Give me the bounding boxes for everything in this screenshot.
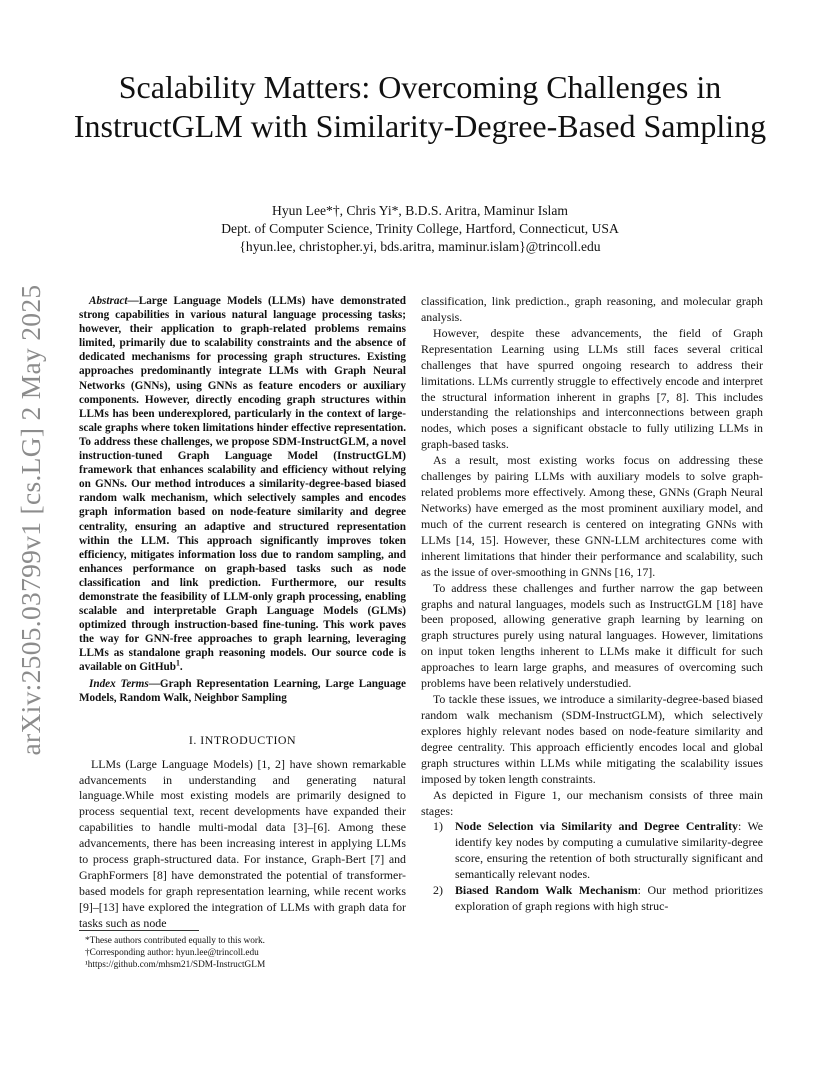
left-column bbox=[79, 294, 406, 932]
footnote: ¹https://github.com/mhsm21/SDM-InstructGLM bbox=[85, 960, 266, 970]
paragraph: To address these challenges and further narrow the gap between graphs and natural languages, models such as InstructGLM [18] have been proposed, allowing generative graph learning by learning on graph structures purely using natural languages. However, limitations on input token lengths inherent to LLMs make it difficult for such approaches to learn large graphs, and measures of overcoming such problems have been relatively understudied. bbox=[421, 580, 763, 691]
abstract-label: Abstract bbox=[89, 295, 128, 307]
stage-list bbox=[421, 819, 763, 915]
paper-title: Scalability Matters: Overcoming Challenges in InstructGLM with Similarity-Degree-Based Sampling bbox=[73, 69, 767, 144]
list-item-text: : Our method prioritizes exploration of graph regions with high struc- bbox=[455, 883, 763, 914]
abstract bbox=[79, 294, 406, 675]
right-column bbox=[421, 294, 763, 915]
footnote: †Corresponding author: hyun.lee@trincoll.edu bbox=[85, 948, 259, 958]
paragraph: As a result, most existing works focus on addressing these challenges by pairing LLMs with auxiliary models to solve graph-related problems more effectively. Among these, GNNs (Graph Neural Networks) have emerged as the most prominent auxiliary model, and much of the current research is centered on integrating GNNs with LLMs [14, 15]. However, these GNN-LLM architectures come with inherent limitations that hinder their performance and scalability, such as the issue of over-smoothing in GNNs [16, 17]. bbox=[421, 453, 763, 579]
abstract-footnote-mark: 1 bbox=[175, 658, 180, 668]
list-item bbox=[421, 819, 763, 883]
list-item-text: : We identify key nodes by computing a cumulative similarity-degree score, ensuring the retention of both structurally significant and semantically relevant nodes. bbox=[455, 819, 763, 882]
list-item-title: Node Selection via Similarity and Degree Centrality bbox=[455, 819, 738, 834]
section-heading: I. INTRODUCTION bbox=[188, 732, 297, 747]
list-item-title: Biased Random Walk Mechanism bbox=[455, 883, 638, 898]
index-terms-text: —Graph Representation Learning, Large Language Models, Random Walk, Neighbor Sampling bbox=[79, 677, 406, 704]
paragraph: As depicted in Figure 1, our mechanism consists of three main stages: bbox=[421, 787, 763, 818]
list-item-number: 1) bbox=[433, 819, 443, 834]
index-terms-label: Index Terms bbox=[89, 677, 149, 690]
paragraph: However, despite these advancements, the field of Graph Representation Learning using LLMs still faces several critical challenges that have spurred ongoing research to address their limitations. LLMs currently struggle to effectively encode and interpret the structural information inherent in graphs [7, 8]. This includes understanding the relationships and interconnections between graph nodes, which poses a significant obstacle to fully utilizing LLMs in graph-based tasks. bbox=[421, 325, 763, 452]
list-item bbox=[421, 883, 763, 915]
index-terms bbox=[79, 677, 406, 705]
author-list: Hyun Lee*†, Chris Yi*, B.D.S. Aritra, Maminur Islam bbox=[272, 203, 568, 218]
affiliation: Dept. of Computer Science, Trinity College, Hartford, Connecticut, USA bbox=[221, 221, 619, 236]
footnotes bbox=[79, 935, 406, 971]
arxiv-stamp bbox=[14, 285, 48, 755]
abstract-end: . bbox=[179, 661, 183, 674]
abstract-text: —Large Language Models (LLMs) have demonstrated strong capabilities in various natural language processing tasks; however, their application to graph-related problems remains limited, primarily due to scalability constraints and the absence of dedicated mechanisms for processing graph structures. Existing approaches predominantly integrate LLMs with Graph Neural Networks (GNNs), using GNNs as feature encoders or auxiliary components. However, directly encoding graph structures within LLMs has been underexplored, particularly in the context of large-scale graphs where token limitations hinder effective representation. To address these challenges, we propose SDM-InstructGLM, a novel instruction-tuned Graph Language Model (InstructGLM) framework that enhances scalability and efficiency without relying on GNNs. Our method introduces a similarity-degree-based biased random walk mechanism, which selectively samples and encodes graph information based on node-feature similarity and degree centrality, ensuring an adaptive and structured representation within the LLM. This approach significantly improves token efficiency, mitigates information loss due to random sampling, and enhances performance on graph-based tasks such as node classification and link prediction. Furthermore, our results demonstrate the feasibility of LLM-only graph processing, enabling scalable and interpretable Graph Language Models (GLMs) optimized through instruction-based fine-tuning. This work paves the way for GNN-free approaches to graph learning, leveraging LLMs as standalone graph reasoning models. Our source code is available on GitHub bbox=[79, 295, 406, 674]
footnote: *These authors contributed equally to this work. bbox=[85, 936, 265, 946]
list-item-number: 2) bbox=[433, 883, 443, 898]
arxiv-stamp-text: arXiv:2505.03799v1 [cs.LG] 2 May 2025 bbox=[15, 284, 46, 756]
footnote-rule bbox=[79, 930, 199, 931]
paragraph: classification, link prediction., graph reasoning, and molecular graph analysis. bbox=[421, 294, 763, 324]
author-emails: {hyun.lee, christopher.yi, bds.aritra, maminur.islam}@trincoll.edu bbox=[239, 239, 601, 254]
paragraph: To tackle these issues, we introduce a similarity-degree-based biased random walk mechanism (SDM-InstructGLM), which selectively explores highly relevant nodes based on node-feature similarity and degree centrality. This approach efficiently encodes local and global graph structures within LLMs while mitigating the scalability issues imposed by token length constraints. bbox=[421, 692, 763, 786]
paragraph: LLMs (Large Language Models) [1, 2] have shown remarkable advancements in understanding and generating natural language.While most existing models are primarily designed to process sequential text, recent developments have expanded their capabilities to handle multi-modal data [3]–[6]. Among these advancements, there has been increasing interest in applying LLMs to process graph-structured data. For instance, Graph-Bert [7] and GraphFormers [8] have demonstrated the potential of transformer-based models for graph representation learning, while recent works [9]–[13] have explored the integration of LLMs with graph data for tasks such as node bbox=[79, 756, 406, 930]
